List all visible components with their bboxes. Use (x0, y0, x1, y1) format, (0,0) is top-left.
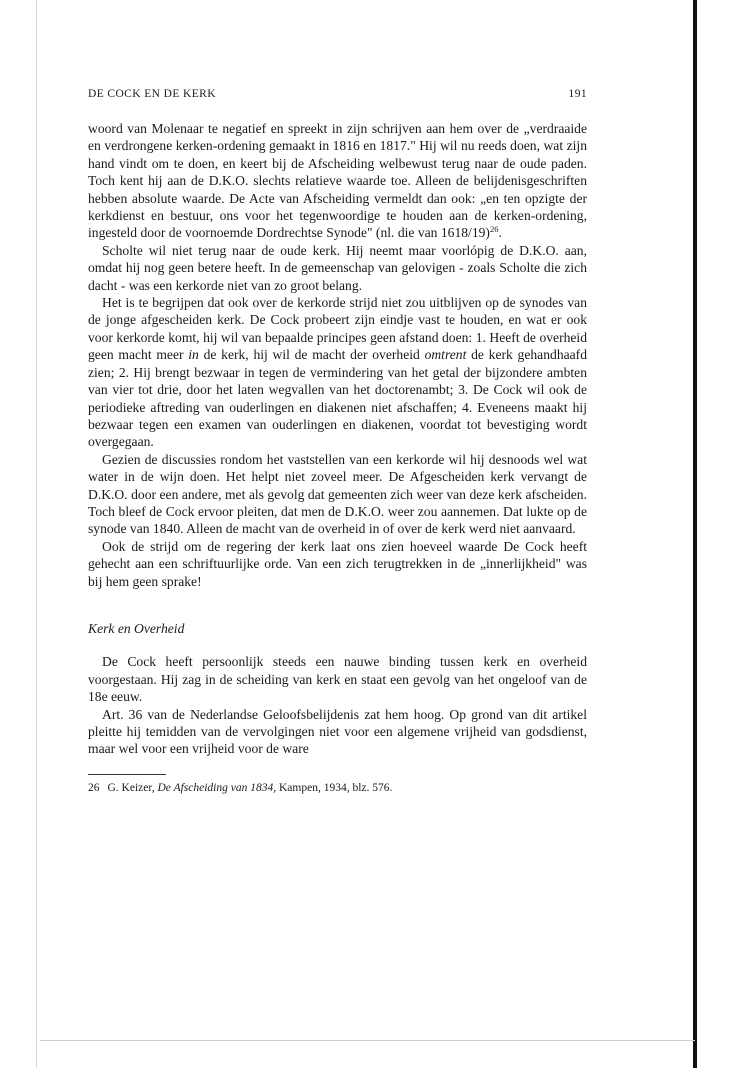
body-text (88, 120, 587, 758)
paragraph-3-part-1: Het is te begrijpen dat ook over de kerkorde strijd niet zou uitblijven op de synodes van de jonge afgescheiden kerk. De Cock probeert zijn eindje vast te houden, en wat er ook voor kerkorde komt, hij wil van bepaalde principes geen afstand doen: 1. Heeft de overheid geen macht meer (88, 295, 587, 363)
footnote-details: Kampen, 1934, blz. 576. (278, 781, 393, 794)
emphasis-omtrent: omtrent (424, 347, 467, 363)
footnote-rule (88, 774, 166, 775)
scan-left-edge (36, 0, 37, 1068)
scan-right-edge (693, 0, 697, 1068)
footnote-title: De Afscheiding van 1834, (157, 781, 277, 794)
paragraph-1-end: . (498, 225, 502, 241)
scan-bottom-edge (40, 1040, 695, 1041)
section-heading: Kerk en Overheid (88, 620, 185, 636)
paragraph-4: Gezien de discussies rondom het vaststellen van een kerkorde wil hij desnoods wel wat water in de wijn doen. Het helpt niet zoveel meer. De Afgescheiden kerk vervangt de D.K.O. door een andere, met als gevolg dat gemeenten zich weer van deze kerk afscheiden. Toch bleef de Cock ervoor pleiten, dat men de D.K.O. weer zou aannemen. Dat lukte op de synode van 1840. Alleen de macht van de overheid in of over de kerk werd niet aanvaard. (88, 451, 587, 537)
paragraph-3-part-2: de kerk, hij wil de macht der overheid (198, 347, 425, 363)
paragraph-1 (88, 120, 587, 242)
paragraph-1-text: woord van Molenaar te negatief en spreekt in zijn schrijven aan hem over de „verdraaide en verdrongene kerken-ordening gemaakt in 1816 en 1817." Hij wil nu reeds doen, wat zijn hand vindt om te doen, en keert bij de Afscheiding welbewust terug naar de oude paden. Toch kent hij aan de D.K.O. slechts relatieve waarde toe. Alleen de belijdenisgeschriften hebben absolute waarde. De Acte van Afscheiding vermeldt dan ook: „en ten opzigte der kerkdienst en bestuur, ons voor het tegenwoordige te houden aan de kerken-ordening, ingesteld door de voornoemde Dordrechtse Synode" (nl. die van 1618/19) (88, 121, 587, 241)
section-paragraph-1: De Cock heeft persoonlijk steeds een nauwe binding tussen kerk en overheid voorgestaan. Hij zag in de scheiding van kerk en staat een gevolg van het ongeloof van de 18e eeuw. (88, 654, 587, 705)
page-number: 191 (568, 88, 587, 100)
footnote-number: 26 (88, 781, 100, 794)
footnote (88, 781, 587, 795)
paragraph-5: Ook de strijd om de regering der kerk laat ons zien hoeveel waarde De Cock heeft gehecht aan een schriftuurlijke orde. Van een zich terugtrekken in de „innerlijkheid" was bij hem geen sprake! (88, 538, 587, 589)
running-head (88, 88, 587, 108)
paragraph-2: Scholte wil niet terug naar de oude kerk. Hij neemt maar voorlópig de D.K.O. aan, omdat hij nog geen betere heeft. In de gemeenschap van gelovigen - zoals Scholte die zich dacht - was een kerkorde niet van zo groot belang. (88, 242, 587, 293)
book-page (88, 88, 587, 795)
footnote-author: G. Keizer, (107, 781, 155, 794)
emphasis-in: in (188, 347, 199, 363)
running-head-title: DE COCK EN DE KERK (88, 88, 216, 100)
footnote-reference: 26 (489, 224, 499, 235)
paragraph-3 (88, 294, 587, 451)
section-paragraph-2: Art. 36 van de Nederlandse Geloofsbelijdenis zat hem hoog. Op grond van dit artikel pleitte hij temidden van de vervolgingen niet voor een algemene vrijheid van godsdienst, maar wel voor een vrijheid voor de ware (88, 706, 587, 757)
paragraph-3-part-3: de kerk gehandhaafd zien; 2. Hij brengt bezwaar in tegen de vermindering van het getal der bijzondere ambten van vier tot drie, door het laten wegvallen van het doctorenambt; 3. De Cock wil ook de periodieke aftreding van ouderlingen en diakenen niet afschaffen; 4. Eveneens maakt hij bezwaar tegen een examen van ouderlingen en diakenen, voordat tot bevestiging wordt overgegaan. (88, 347, 588, 450)
